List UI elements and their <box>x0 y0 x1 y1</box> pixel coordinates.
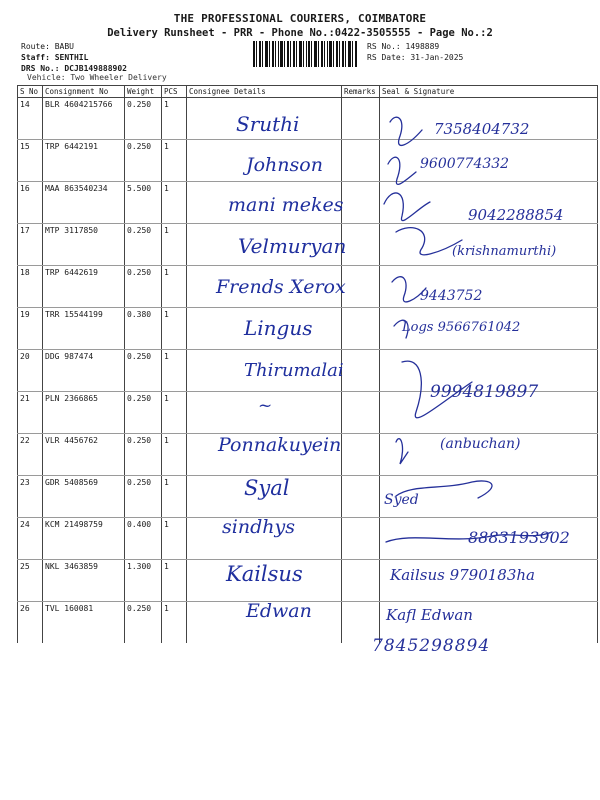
weight-value: 0.250 <box>125 392 162 434</box>
seal-handwritten-note: 8883193902 <box>468 528 570 547</box>
column-header-weight: Weight <box>125 86 162 98</box>
consignee-handwritten-name: mani mekes <box>228 194 344 216</box>
seal-handwritten-note: Kafl Edwan <box>386 606 473 624</box>
column-header-sno: S No <box>18 86 43 98</box>
remarks-cell <box>342 476 380 518</box>
weight-value: 0.250 <box>125 266 162 308</box>
pcs-value: 1 <box>162 560 187 602</box>
consignee-handwritten-name: Kailsus <box>226 562 303 586</box>
row-sno: 17 <box>18 224 43 266</box>
row-sno: 18 <box>18 266 43 308</box>
row-sno: 16 <box>18 182 43 224</box>
weight-value: 0.250 <box>125 224 162 266</box>
pcs-value: 1 <box>162 308 187 350</box>
column-header-consignment: Consignment No <box>43 86 125 98</box>
seal-handwritten-note: 7358404732 <box>434 120 530 138</box>
remarks-cell <box>342 182 380 224</box>
route-label: Route: BABU <box>21 42 74 51</box>
barcode-image <box>253 41 357 67</box>
consignee-handwritten-name: Thirumalai <box>244 360 344 381</box>
consignment-number: PLN 2366865 <box>43 392 125 434</box>
row-sno: 21 <box>18 392 43 434</box>
rs-number: RS No.: 1498889 <box>367 42 440 51</box>
consignee-handwritten-name: Ponnakuyein <box>218 434 342 456</box>
sheet-title: THE PROFESSIONAL COURIERS, COIMBATORE <box>173 12 427 25</box>
row-sno: 20 <box>18 350 43 392</box>
weight-value: 0.250 <box>125 476 162 518</box>
consignee-handwritten-name: Edwan <box>246 600 312 622</box>
remarks-cell <box>342 308 380 350</box>
rs-date: RS Date: 31-Jan-2025 <box>367 53 464 62</box>
pcs-value: 1 <box>162 392 187 434</box>
remarks-cell <box>342 392 380 434</box>
meta-right <box>367 41 463 63</box>
seal-handwritten-note: (anbuchan) <box>440 436 521 452</box>
consignment-number: MAA 863540234 <box>43 182 125 224</box>
footer-phone-number: 7845298894 <box>372 636 491 656</box>
consignee-handwritten-name: sindhys <box>222 516 295 538</box>
consignee-handwritten-name: Johnson <box>246 154 323 176</box>
seal-handwritten-note: 9600774332 <box>420 156 510 172</box>
seal-handwritten-note: 9443752 <box>420 288 483 304</box>
row-sno: 26 <box>18 602 43 644</box>
remarks-cell <box>342 140 380 182</box>
weight-value: 5.500 <box>125 182 162 224</box>
consignee-handwritten-name: Syal <box>244 476 290 500</box>
pcs-value: 1 <box>162 266 187 308</box>
consignee-handwritten-name: Velmuryan <box>238 234 347 258</box>
weight-value: 0.250 <box>125 140 162 182</box>
weight-value: 1.300 <box>125 560 162 602</box>
remarks-cell <box>342 434 380 476</box>
consignee-handwritten-name: Sruthi <box>236 112 300 136</box>
pcs-value: 1 <box>162 182 187 224</box>
remarks-cell <box>342 518 380 560</box>
consignment-number: TRP 6442191 <box>43 140 125 182</box>
row-sno: 19 <box>18 308 43 350</box>
weight-value: 0.400 <box>125 518 162 560</box>
seal-handwritten-note: Logs 9566761042 <box>402 320 521 335</box>
row-sno: 23 <box>18 476 43 518</box>
sheet-subtitle: Delivery Runsheet - PRR - Phone No.:0422-3505555 - Page No.:2 <box>107 27 493 39</box>
vehicle-label: Vehicle: Two Wheeler Delivery <box>27 73 167 82</box>
consignment-number: TRR 15544199 <box>43 308 125 350</box>
column-header-consignee: Consignee Details <box>187 86 342 98</box>
row-sno: 25 <box>18 560 43 602</box>
consignment-number: DDG 987474 <box>43 350 125 392</box>
row-sno: 14 <box>18 98 43 140</box>
seal-handwritten-note: 9042288854 <box>468 206 564 224</box>
row-sno: 15 <box>18 140 43 182</box>
seal-handwritten-note: (krishnamurthi) <box>452 244 557 259</box>
pcs-value: 1 <box>162 602 187 644</box>
pcs-value: 1 <box>162 98 187 140</box>
pcs-value: 1 <box>162 140 187 182</box>
column-header-seal: Seal & Signature <box>380 86 598 98</box>
pcs-value: 1 <box>162 224 187 266</box>
consignment-number: GDR 5408569 <box>43 476 125 518</box>
consignment-number: BLR 4604215766 <box>43 98 125 140</box>
seal-handwritten-note: 9994819897 <box>430 382 539 402</box>
pcs-value: 1 <box>162 350 187 392</box>
consignment-number: KCM 21498759 <box>43 518 125 560</box>
row-sno: 24 <box>18 518 43 560</box>
pcs-value: 1 <box>162 476 187 518</box>
consignment-number: TVL 160081 <box>43 602 125 644</box>
weight-value: 0.250 <box>125 98 162 140</box>
table-header-row <box>18 86 598 98</box>
weight-value: 0.250 <box>125 602 162 644</box>
meta-left <box>21 41 127 74</box>
column-header-remarks: Remarks <box>342 86 380 98</box>
consignee-handwritten-name: ~ <box>258 396 273 416</box>
row-sno: 22 <box>18 434 43 476</box>
consignee-handwritten-name: Frends Xerox <box>216 276 346 298</box>
remarks-cell <box>342 266 380 308</box>
seal-handwritten-note: Syed <box>384 492 419 508</box>
remarks-cell <box>342 98 380 140</box>
consignment-number: TRP 6442619 <box>43 266 125 308</box>
column-header-pcs: PCS <box>162 86 187 98</box>
pcs-value: 1 <box>162 518 187 560</box>
pcs-value: 1 <box>162 434 187 476</box>
consignment-number: NKL 3463859 <box>43 560 125 602</box>
seal-scribble-icon <box>382 112 582 632</box>
weight-value: 0.250 <box>125 350 162 392</box>
consignment-number: VLR 4456762 <box>43 434 125 476</box>
staff-label: Staff: SENTHIL <box>21 53 89 62</box>
seal-handwritten-note: Kailsus 9790183ha <box>390 566 535 584</box>
consignee-handwritten-name: Lingus <box>244 316 313 340</box>
consignment-number: MTP 3117850 <box>43 224 125 266</box>
remarks-cell <box>342 224 380 266</box>
weight-value: 0.380 <box>125 308 162 350</box>
weight-value: 0.250 <box>125 434 162 476</box>
remarks-cell <box>342 560 380 602</box>
drs-number: DRS No.: DCJB149888902 <box>21 64 127 73</box>
remarks-cell <box>342 350 380 392</box>
